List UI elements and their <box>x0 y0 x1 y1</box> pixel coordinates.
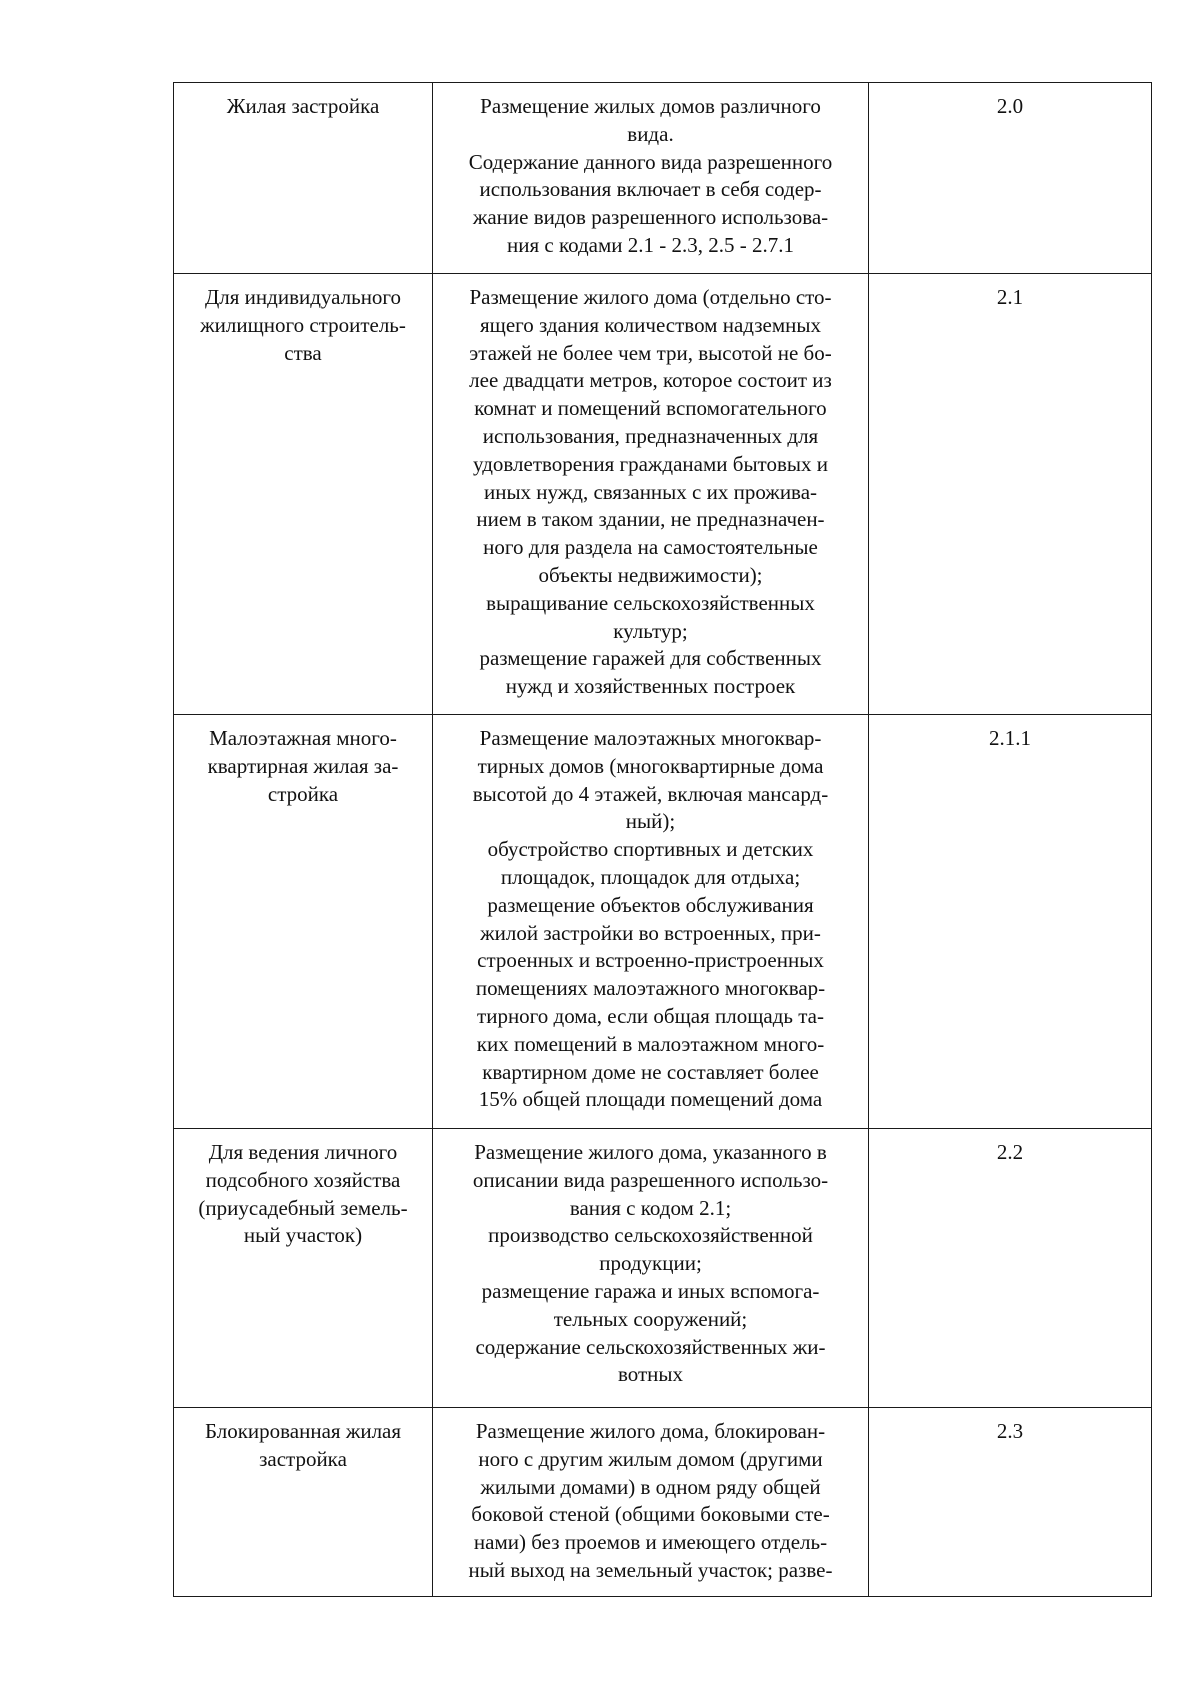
text-line: культур; <box>613 618 688 643</box>
text-line: лее двадцати метров, которое состоит из <box>469 368 832 393</box>
use-code-cell <box>869 83 1152 274</box>
table-row <box>174 715 1152 1129</box>
text-line: Размещение жилого дома, указанного в <box>474 1140 827 1164</box>
text-line: Размещение малоэтажных многоквар- <box>479 726 822 750</box>
text-line: производство сельскохозяйственной <box>488 1223 813 1248</box>
text-line: этажей не более чем три, высотой не бо- <box>469 340 832 365</box>
text-line: 15% общей площади помещений дома <box>478 1087 823 1112</box>
land-use-table <box>173 82 1152 1597</box>
use-code: 2.1.1 <box>989 726 1031 750</box>
text-line: содержание сельскохозяйственных жи- <box>475 1334 826 1359</box>
text-line: тельных сооружений; <box>553 1306 748 1331</box>
text-line: удовлетворения гражданами бытовых и <box>473 451 828 476</box>
text-line: Размещение жилого дома (отдельно сто- <box>469 285 832 309</box>
text-line: размещение объектов обслуживания <box>487 892 814 917</box>
text-line: ния с кодами 2.1 - 2.3, 2.5 - 2.7.1 <box>506 232 794 257</box>
text-line: вида. <box>627 121 674 146</box>
table-row <box>174 83 1152 274</box>
text-line: Содержание данного вида разрешенного <box>468 149 833 174</box>
text-line: боковой стеной (общими боковыми сте- <box>471 1502 830 1527</box>
use-name-cell <box>174 1408 433 1597</box>
text-line: тирного дома, если общая площадь та- <box>477 1003 824 1028</box>
text-line: ного с другим жилым домом (другими <box>478 1446 823 1471</box>
text-line: квартирная жилая за- <box>207 753 399 778</box>
use-name-cell <box>174 1129 433 1408</box>
text-line: объекты недвижимости); <box>538 562 763 587</box>
text-line: жание видов разрешенного использова- <box>472 205 829 230</box>
use-code: 2.2 <box>996 1140 1024 1164</box>
text-line: помещениях малоэтажного многоквар- <box>475 976 826 1001</box>
text-line: нами) без проемов и имеющего отдель- <box>473 1530 828 1555</box>
text-line: использования, предназначенных для <box>482 423 819 448</box>
use-name-cell <box>174 83 433 274</box>
text-line: (приусадебный земель- <box>198 1195 408 1220</box>
text-line: обустройство спортивных и детских <box>487 837 814 862</box>
text-line: продукции; <box>599 1251 702 1276</box>
text-line: ящего здания количеством надземных <box>480 312 821 337</box>
text-line: квартирном доме не составляет более <box>482 1059 819 1084</box>
text-line: высотой до 4 этажей, включая мансард- <box>472 781 829 806</box>
text-line: ного для раздела на самостоятельные <box>483 535 818 560</box>
text-line: иных нужд, связанных с их прожива- <box>483 479 818 504</box>
use-name-cell <box>174 715 433 1129</box>
use-code: 2.1 <box>996 285 1024 309</box>
text-line: размещение гаражей для собственных <box>479 646 822 671</box>
use-description-cell <box>433 83 869 274</box>
use-description-cell <box>433 274 869 715</box>
text-line: выращивание сельскохозяйственных <box>486 590 815 615</box>
text-line: вотных <box>617 1362 684 1387</box>
text-line: ный выход на земельный участок; разве- <box>468 1557 833 1582</box>
text-line: нием в таком здании, не предназначен- <box>476 507 825 532</box>
text-line: размещение гаража и иных вспомога- <box>481 1278 820 1303</box>
text-line: Блокированная жилая <box>204 1419 402 1443</box>
table-row <box>174 1408 1152 1597</box>
use-code-cell <box>869 274 1152 715</box>
use-code: 2.0 <box>996 94 1024 118</box>
text-line: Малоэтажная много- <box>209 726 397 750</box>
text-line: Жилая застройка <box>226 94 380 118</box>
text-line: Размещение жилого дома, блокирован- <box>475 1419 826 1443</box>
text-line: Для ведения личного <box>208 1140 398 1164</box>
use-description-cell <box>433 1408 869 1597</box>
text-line: жилой застройки во встроенных, при- <box>480 920 821 945</box>
use-code-cell <box>869 1408 1152 1597</box>
text-line: подсобного хозяйства <box>205 1167 401 1192</box>
text-line: строенных и встроенно-пристроенных <box>477 948 824 973</box>
text-line: использования включает в себя содер- <box>479 177 822 202</box>
text-line: нужд и хозяйственных построек <box>505 674 796 699</box>
text-line: ства <box>284 340 322 365</box>
text-line: жилыми домами) в одном ряду общей <box>480 1474 821 1499</box>
use-description-cell <box>433 1129 869 1408</box>
table-row <box>174 1129 1152 1408</box>
use-code: 2.3 <box>996 1419 1024 1443</box>
text-line: ный); <box>625 809 676 834</box>
use-description-cell <box>433 715 869 1129</box>
text-line: Размещение жилых домов различного <box>480 94 821 118</box>
text-line: Для индивидуального <box>204 285 402 309</box>
use-code-cell <box>869 715 1152 1129</box>
table-row <box>174 274 1152 715</box>
text-line: площадок, площадок для отдыха; <box>500 864 801 889</box>
text-line: тирных домов (многоквартирные дома <box>477 753 824 778</box>
text-line: описании вида разрешенного использо- <box>472 1167 829 1192</box>
use-code-cell <box>869 1129 1152 1408</box>
text-line: застройка <box>259 1446 347 1471</box>
text-line: жилищного строитель- <box>200 312 406 337</box>
text-line: стройка <box>267 781 339 806</box>
text-line: ный участок) <box>243 1223 363 1248</box>
text-line: ких помещений в малоэтажном много- <box>476 1031 825 1056</box>
use-name-cell <box>174 274 433 715</box>
text-line: вания с кодом 2.1; <box>569 1195 732 1220</box>
text-line: комнат и помещений вспомогательного <box>474 396 827 421</box>
